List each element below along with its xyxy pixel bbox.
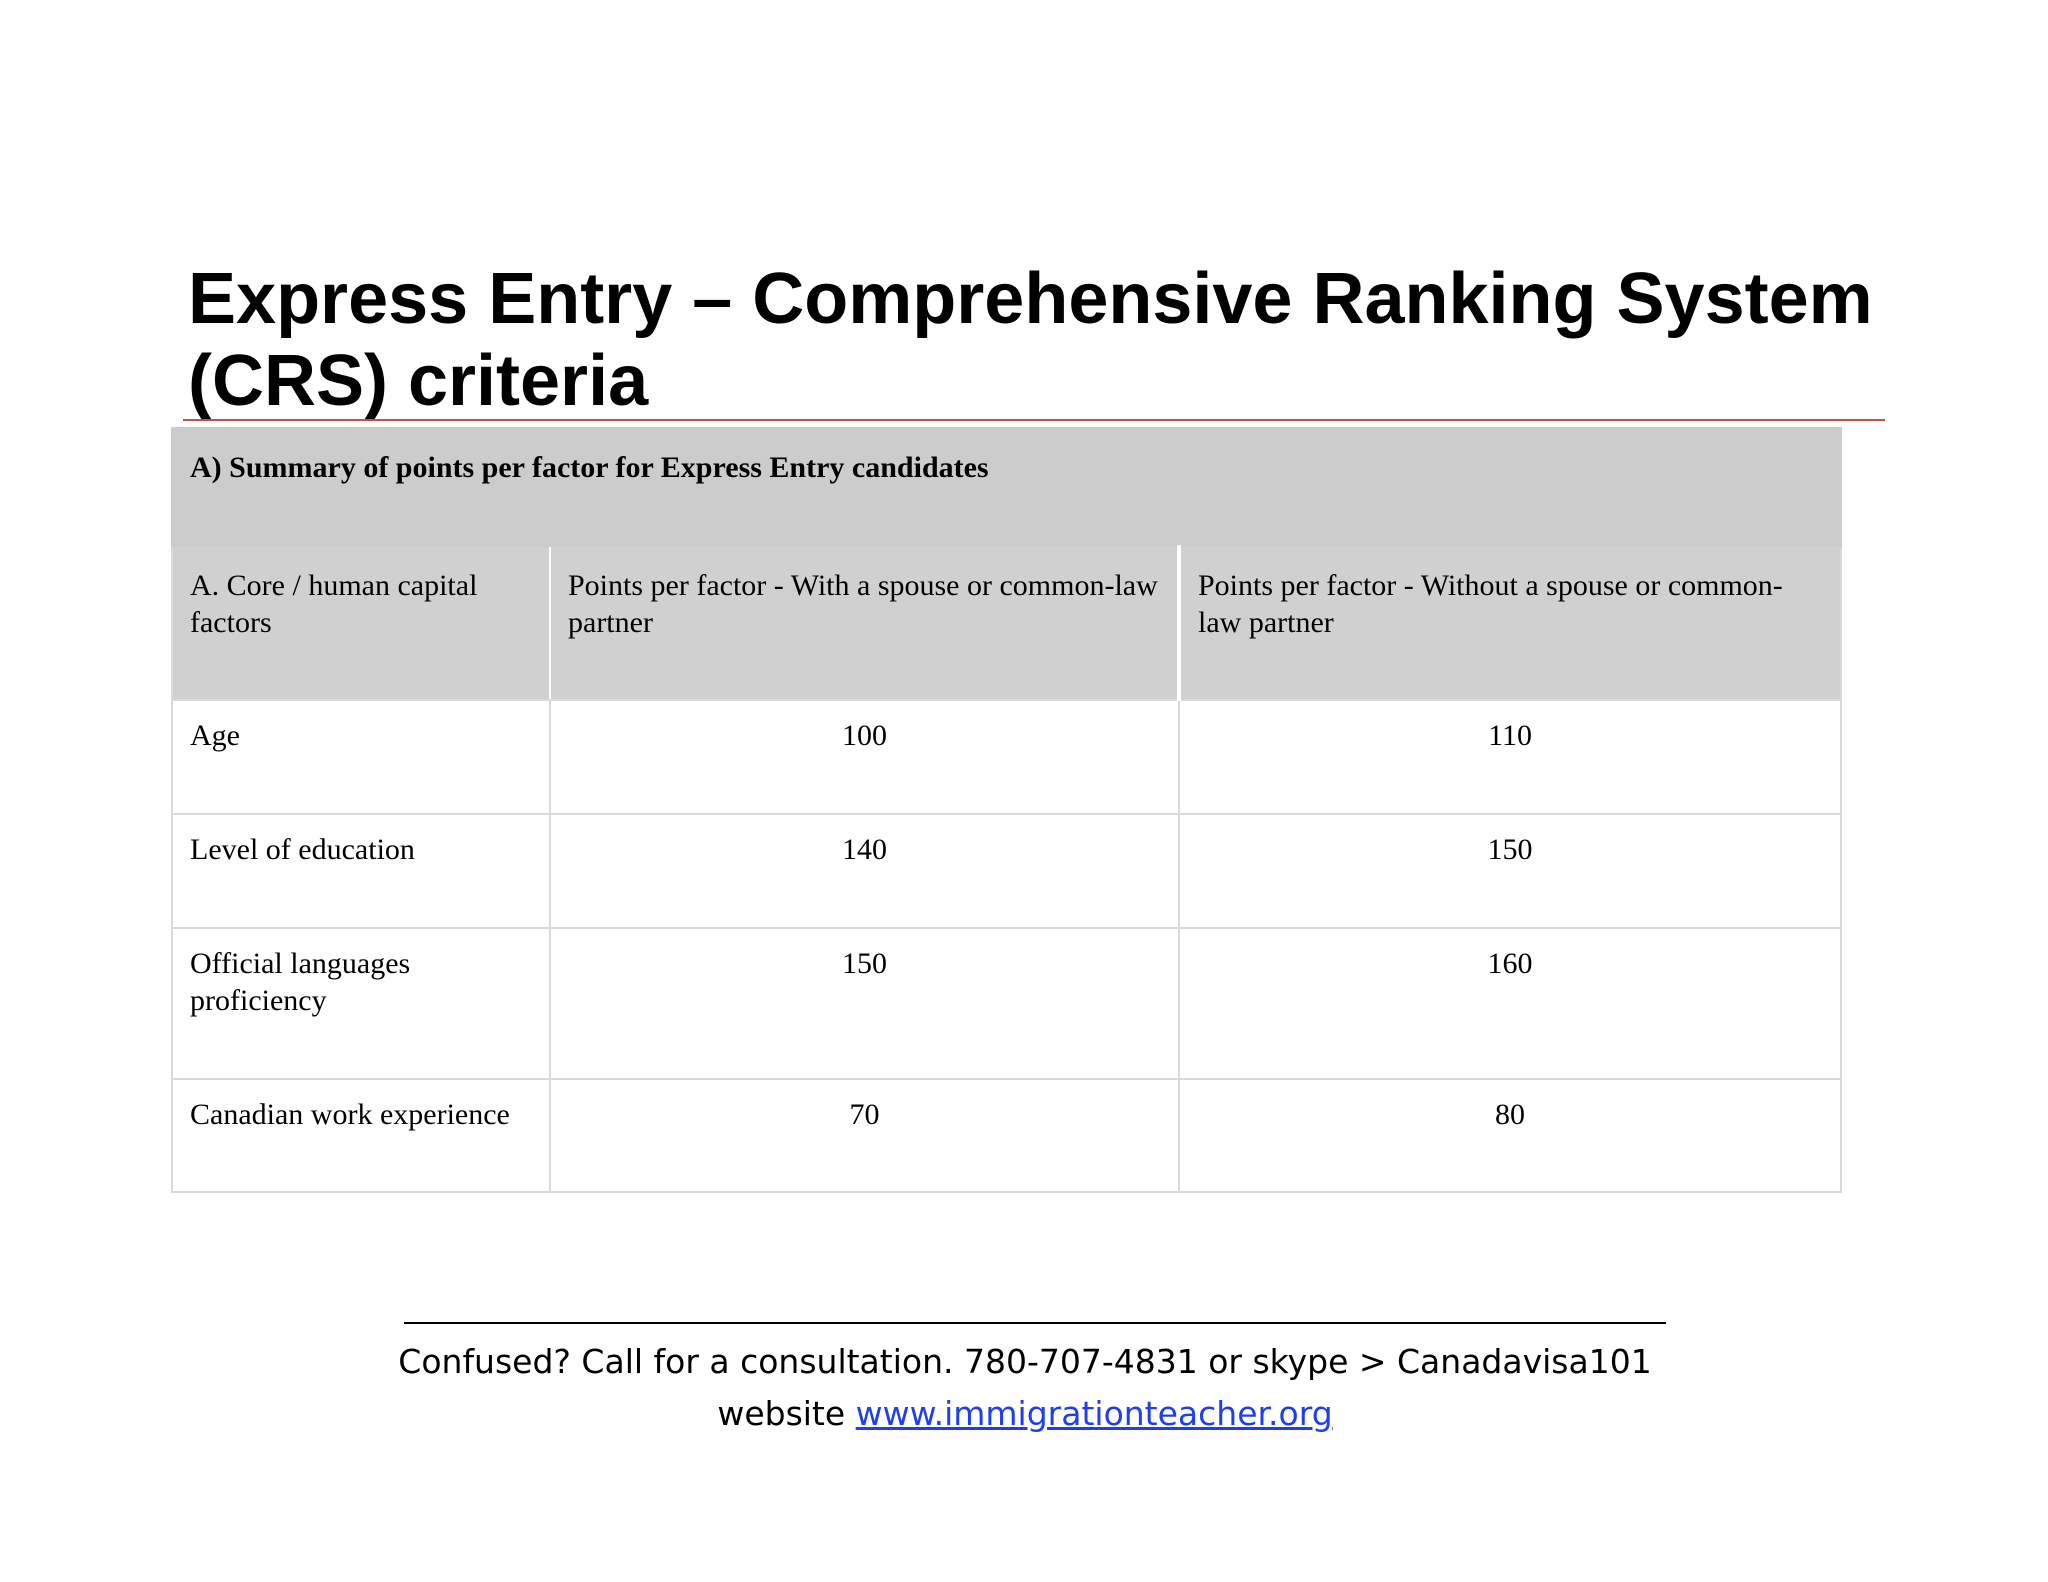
website-link[interactable]: www.immigrationteacher.org (855, 1394, 1333, 1433)
table-row (172, 928, 1841, 1079)
table-row (172, 1079, 1841, 1192)
consultation-text: Confused? Call for a consultation. 780-707-4831 or skype > Canadavisa101 (398, 1342, 1652, 1381)
factor-cell: Level of education (172, 814, 550, 928)
column-header-without-spouse: Points per factor - Without a spouse or common-law partner (1179, 546, 1841, 700)
factor-cell: Canadian work experience (172, 1079, 550, 1192)
with-spouse-points-cell: 140 (550, 814, 1179, 928)
page-title: Express Entry – Comprehensive Ranking System (CRS) criteria (188, 259, 1873, 421)
with-spouse-points-cell: 100 (550, 700, 1179, 814)
without-spouse-points-cell: 160 (1179, 928, 1841, 1079)
table-header-row (172, 546, 1841, 700)
without-spouse-points-cell: 80 (1179, 1079, 1841, 1192)
footer-divider (404, 1322, 1666, 1324)
title-divider (183, 419, 1885, 421)
factor-cell: Age (172, 700, 550, 814)
table-summary-heading: A) Summary of points per factor for Express Entry candidates (172, 428, 1841, 546)
column-header-with-spouse: Points per factor - With a spouse or common-law partner (550, 546, 1179, 700)
without-spouse-points-cell: 110 (1179, 700, 1841, 814)
with-spouse-points-cell: 70 (550, 1079, 1179, 1192)
column-header-factor: A. Core / human capital factors (172, 546, 550, 700)
table-summary-row (172, 428, 1841, 546)
with-spouse-points-cell: 150 (550, 928, 1179, 1079)
footer (300, 1336, 1750, 1440)
factor-cell: Official languages proficiency (172, 928, 550, 1079)
without-spouse-points-cell: 150 (1179, 814, 1841, 928)
table-row (172, 700, 1841, 814)
website-line (300, 1388, 1750, 1440)
table-row (172, 814, 1841, 928)
website-label: website (717, 1394, 846, 1433)
crs-points-table (171, 427, 1842, 1193)
